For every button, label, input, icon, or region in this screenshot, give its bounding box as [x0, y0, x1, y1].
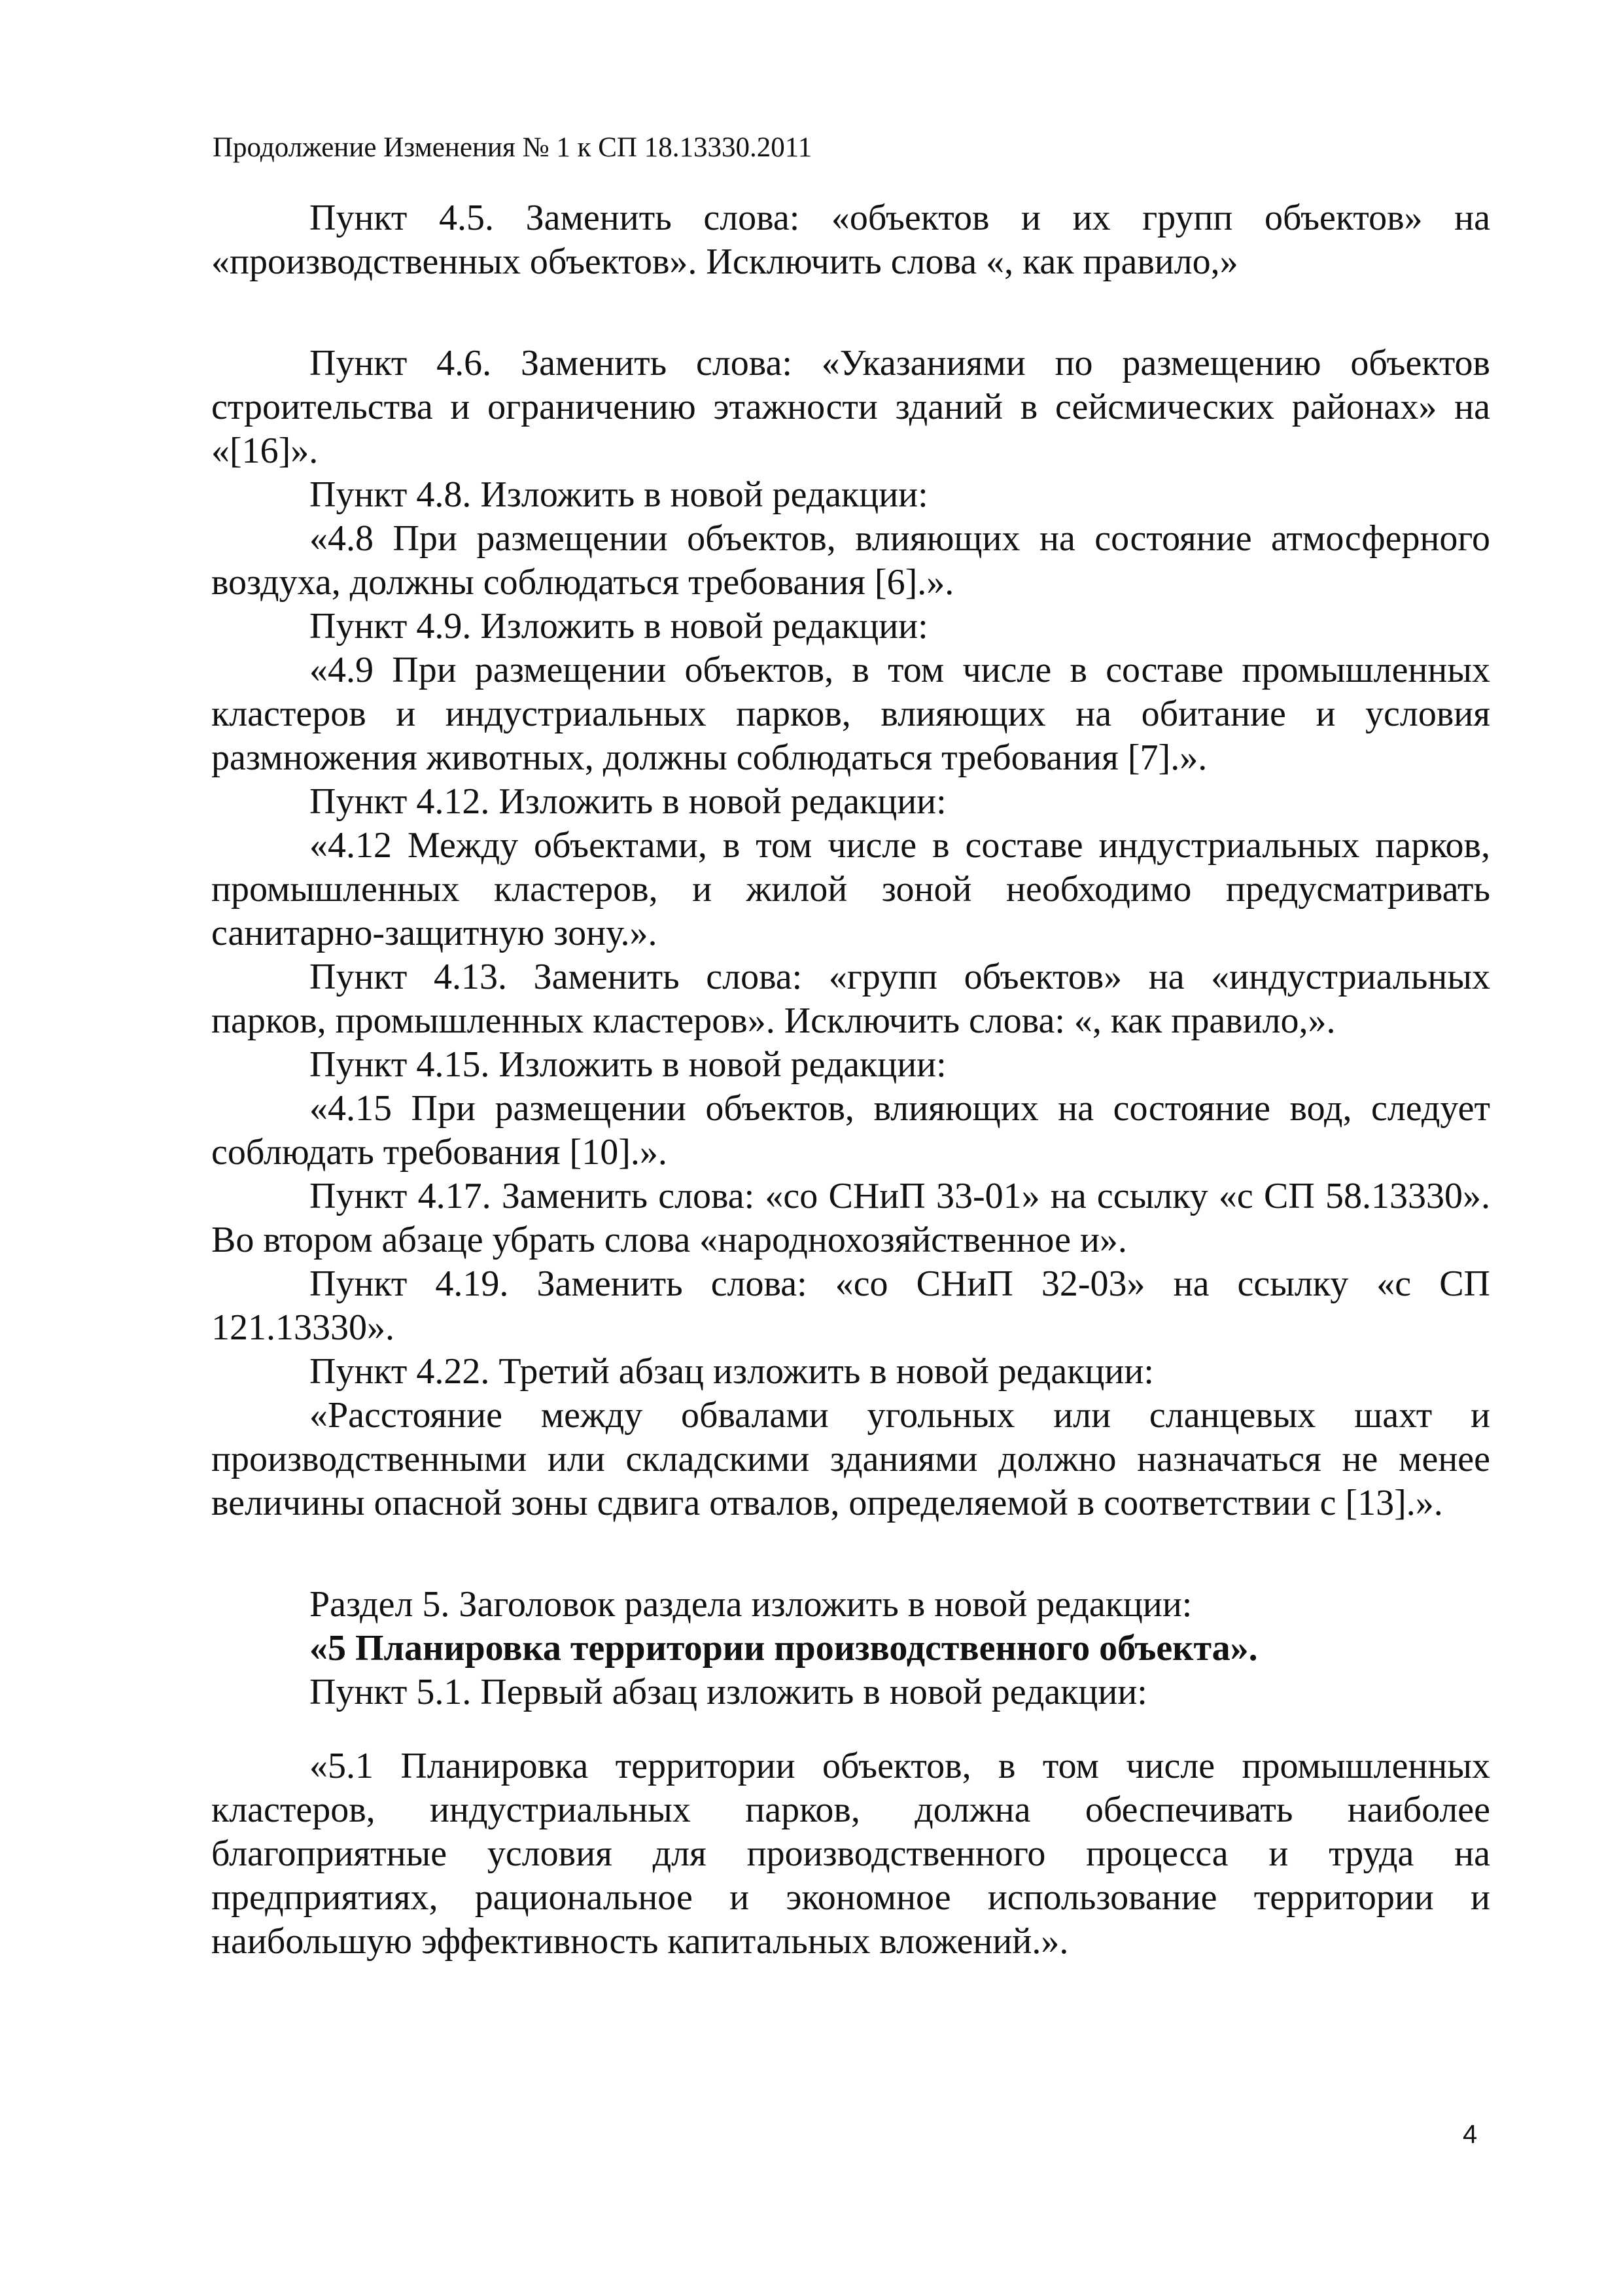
- paragraph-item-4-5: Пункт 4.5. Заменить слова: «объектов и их групп объектов» на «производственных объектов». Исключить слова «, как правило,»: [211, 198, 1490, 282]
- paragraph-item-4-22-text: «Расстояние между обвалами угольных или сланцевых шахт и производственными или складскими зданиями должно назначаться не менее величины опасной зоны сдвига отвалов, определяемой в соответствии с [13].».: [211, 1395, 1490, 1523]
- paragraph-item-5-1: Пункт 5.1. Первый абзац изложить в новой редакции:: [309, 1672, 1147, 1712]
- paragraph-item-4-19: Пункт 4.19. Заменить слова: «со СНиП 32-03» на ссылку «с СП 121.13330».: [211, 1263, 1490, 1348]
- paragraph-item-4-15-text: «4.15 При размещении объектов, влияющих на состояние вод, следует соблюдать требования [10].».: [211, 1088, 1490, 1173]
- paragraph-item-4-13: Пункт 4.13. Заменить слова: «групп объектов» на «индустриальных парков, промышленных кластеров». Исключить слова: «, как правило,».: [211, 957, 1490, 1041]
- paragraph-item-4-12: Пункт 4.12. Изложить в новой редакции:: [309, 781, 947, 822]
- paragraph-item-4-12-text: «4.12 Между объектами, в том числе в составе индустриальных парков, промышленных кластеров, и жилой зоной необходимо предусматривать санитарно-защитную зону.».: [211, 825, 1490, 953]
- paragraph-item-5-1-text: «5.1 Планировка территории объектов, в том числе промышленных кластеров, индустриальных парков, должна обеспечивать наиболее благоприятные условия для производственного процесса и труда на предприятиях, рациональное и экономное использование территории и наибольшую эффективность капитальных вложений.».: [211, 1746, 1490, 1962]
- paragraph-item-4-8: Пункт 4.8. Изложить в новой редакции:: [309, 474, 928, 515]
- paragraph-item-4-9: Пункт 4.9. Изложить в новой редакции:: [309, 606, 928, 646]
- page-number: 4: [1463, 2120, 1478, 2149]
- paragraph-item-4-15: Пункт 4.15. Изложить в новой редакции:: [309, 1044, 947, 1085]
- paragraph-section-5: Раздел 5. Заголовок раздела изложить в новой редакции:: [309, 1584, 1193, 1625]
- paragraph-item-4-9-text: «4.9 При размещении объектов, в том числе в составе промышленных кластеров и индустриальных парков, влияющих на обитание и условия размножения животных, должны соблюдаться требования [7].».: [211, 650, 1490, 778]
- section-5-heading: «5 Планировка территории производственного объекта».: [309, 1628, 1258, 1669]
- paragraph-item-4-17: Пункт 4.17. Заменить слова: «со СНиП 33-01» на ссылку «с СП 58.13330». Во втором абзаце убрать слова «народнохозяйственное и».: [211, 1176, 1490, 1260]
- paragraph-item-4-22: Пункт 4.22. Третий абзац изложить в новой редакции:: [309, 1351, 1154, 1392]
- document-body: [211, 196, 1490, 1964]
- running-header: Продолжение Изменения № 1 к СП 18.13330.2011: [213, 132, 812, 163]
- paragraph-item-4-8-text: «4.8 При размещении объектов, влияющих на состояние атмосферного воздуха, должны соблюдаться требования [6].».: [211, 518, 1490, 603]
- paragraph-item-4-6: Пункт 4.6. Заменить слова: «Указаниями по размещению объектов строительства и ограничению этажности зданий в сейсмических районах» на «[16]».: [211, 343, 1490, 471]
